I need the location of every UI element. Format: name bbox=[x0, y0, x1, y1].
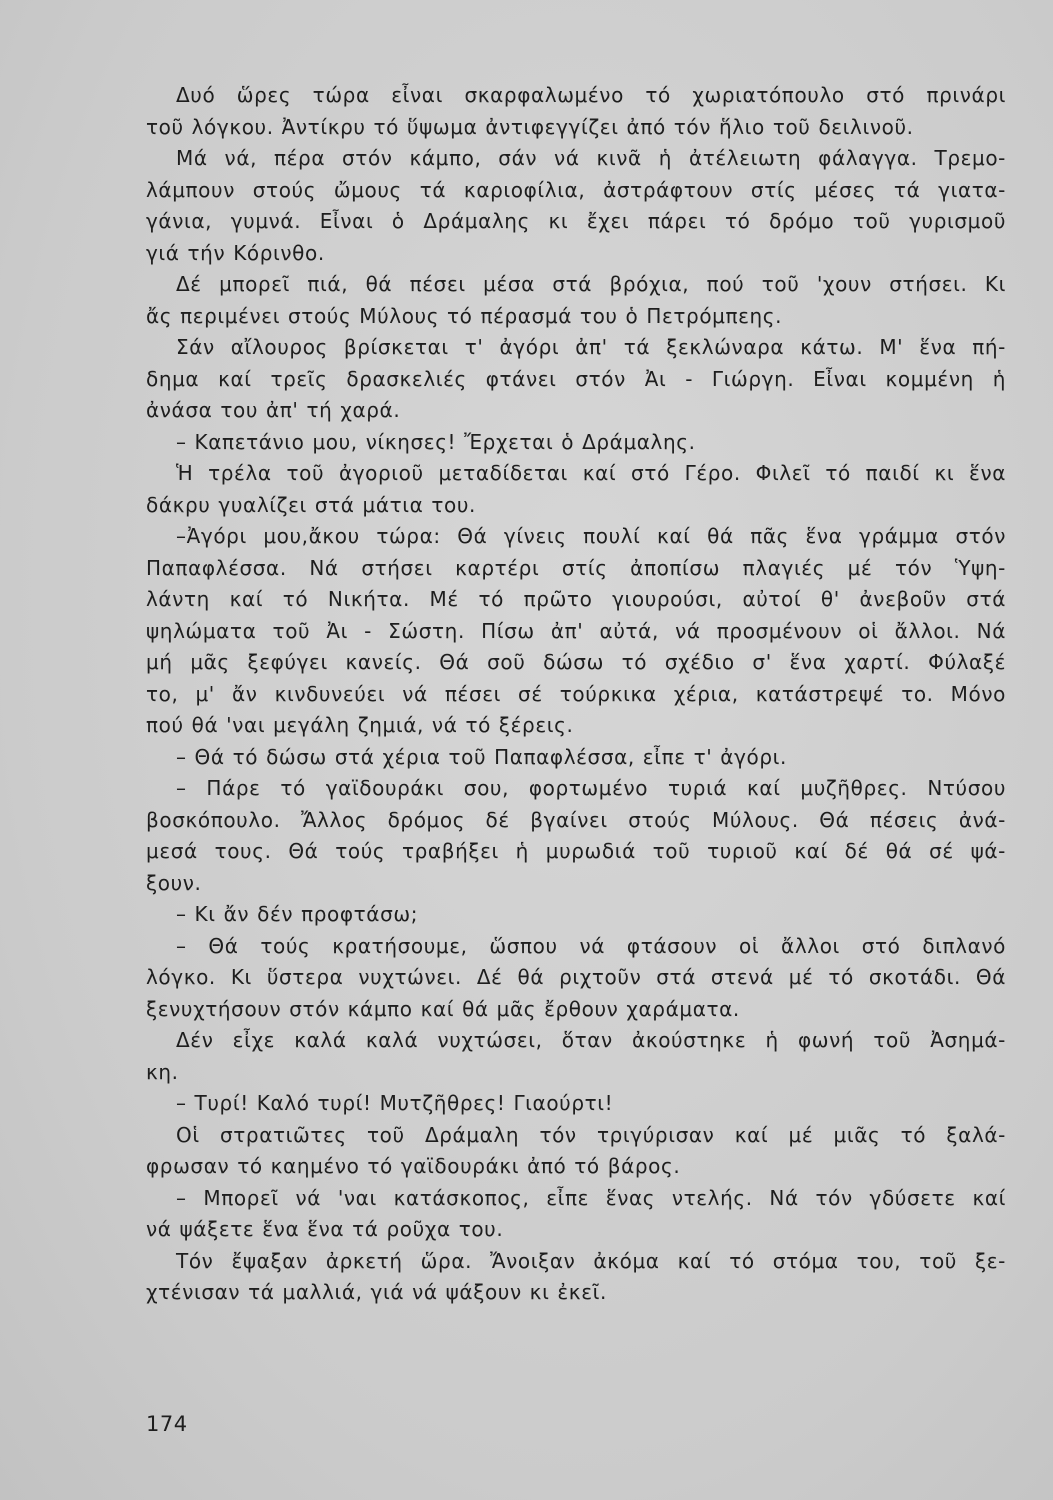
text-line: ψηλώματα τοῦ Ἀι - Σώστη. Πίσω ἀπ' αὐτά, νά προσμένουν οἱ ἄλλοι. Νά bbox=[146, 618, 1006, 643]
text-line: το, μ' ἄν κινδυνεύει νά πέσει σέ τούρκικα χέρια, κατάστρεψέ το. Μόνο bbox=[146, 681, 1006, 706]
text-line: ἀνάσα του ἀπ' τή χαρά. bbox=[146, 398, 401, 422]
text-line: – Καπετάνιο μου, νίκησες! Ἔρχεται ὁ Δράμαλης. bbox=[176, 429, 696, 454]
text-line: – Κι ἄν δέν προφτάσω; bbox=[176, 902, 419, 926]
text-line: τοῦ λόγκου. Ἀντίκρυ τό ὕψωμα ἀντιφεγγίζει ἀπό τόν ἥλιο τοῦ δειλινοῦ. bbox=[146, 114, 914, 139]
text-line: – Μπορεῖ νά 'ναι κατάσκοπος, εἶπε ἕνας ντελής. Νά τόν γδύσετε καί bbox=[176, 1185, 1006, 1210]
text-line: Οἱ στρατιῶτες τοῦ Δράμαλη τόν τριγύρισαν καί μέ μιᾶς τό ξαλά- bbox=[176, 1122, 1006, 1147]
text-line: βοσκόπουλο. Ἄλλος δρόμος δέ βγαίνει στούς Μύλους. Θά πέσεις ἀνά- bbox=[146, 807, 1006, 832]
text-line: Δυό ὥρες τώρα εἶναι σκαρφαλωμένο τό χωριατόπουλο στό πρινάρι bbox=[176, 83, 1006, 107]
text-line: Μά νά, πέρα στόν κάμπο, σάν νά κινᾶ ἡ ἀτέλειωτη φάλαγγα. Τρεμο- bbox=[176, 146, 1006, 170]
body-text bbox=[146, 80, 1006, 1309]
text-line: νά ψάξετε ἕνα ἕνα τά ροῦχα του. bbox=[146, 1217, 504, 1241]
text-line: λόγκο. Κι ὕστερα νυχτώνει. Δέ θά ριχτοῦν στά στενά μέ τό σκοτάδι. Θά bbox=[146, 965, 1006, 989]
text-line: δημα καί τρεῖς δρασκελιές φτάνει στόν Ἀι - Γιώργη. Εἶναι κομμένη ἡ bbox=[146, 366, 1006, 391]
page-number: 174 bbox=[146, 1412, 188, 1436]
text-line: Ἡ τρέλα τοῦ ἀγοριοῦ μεταδίδεται καί στό Γέρο. Φιλεῖ τό παιδί κι ἕνα bbox=[176, 461, 1006, 485]
text-line: μή μᾶς ξεφύγει κανείς. Θά σοῦ δώσω τό σχέδιο σ' ἕνα χαρτί. Φύλαξέ bbox=[146, 650, 1006, 674]
text-line: χτένισαν τά μαλλιά, γιά νά ψάξουν κι ἐκεῖ. bbox=[146, 1280, 607, 1304]
text-line: γιά τήν Κόρινθο. bbox=[146, 240, 325, 265]
text-line: κη. bbox=[146, 1059, 179, 1084]
text-line: λάμπουν στούς ὤμους τά καριοφίλια, ἀστράφτουν στίς μέσες τά γιατα- bbox=[146, 177, 1006, 202]
text-line: Δέ μπορεῖ πιά, θά πέσει μέσα στά βρόχια, πού τοῦ 'χουν στήσει. Κι bbox=[176, 272, 1006, 296]
text-line: πού θά 'ναι μεγάλη ζημιά, νά τό ξέρεις. bbox=[146, 713, 574, 737]
text-line: φρωσαν τό καημένο τό γαϊδουράκι ἀπό τό βάρος. bbox=[146, 1154, 681, 1178]
text-line: ἄς περιμένει στούς Μύλους τό πέρασμά του ὁ Πετρόμπεης. bbox=[146, 303, 783, 328]
text-line: Τόν ἔψαξαν ἀρκετή ὥρα. Ἄνοιξαν ἀκόμα καί τό στόμα του, τοῦ ξε- bbox=[176, 1248, 1006, 1273]
text-line: μεσά τους. Θά τούς τραβήξει ἡ μυρωδιά τοῦ τυριοῦ καί δέ θά σέ ψά- bbox=[146, 839, 1006, 863]
text-line: δάκρυ γυαλίζει στά μάτια του. bbox=[146, 492, 476, 517]
text-line: Σάν αἴλουρος βρίσκεται τ' ἀγόρι ἀπ' τά ξεκλώναρα κάτω. Μ' ἕνα πή- bbox=[176, 335, 1006, 359]
text-line: γάνια, γυμνά. Εἶναι ὁ Δράμαλης κι ἔχει πάρει τό δρόμο τοῦ γυρισμοῦ bbox=[146, 209, 1006, 233]
text-line: –Ἀγόρι μου,ἄκου τώρα: Θά γίνεις πουλί καί θά πᾶς ἕνα γράμμα στόν bbox=[176, 524, 1006, 548]
text-line: Δέν εἶχε καλά καλά νυχτώσει, ὅταν ἀκούστηκε ἡ φωνή τοῦ Ἀσημά- bbox=[176, 1028, 1006, 1052]
text-line: – Θά τούς κρατήσουμε, ὥσπου νά φτάσουν οἱ ἄλλοι στό διπλανό bbox=[176, 933, 1006, 958]
text-line: – Τυρί! Καλό τυρί! Μυτζῆθρες! Γιαούρτι! bbox=[176, 1091, 614, 1115]
text-line: ξενυχτήσουν στόν κάμπο καί θά μᾶς ἔρθουν χαράματα. bbox=[146, 996, 740, 1021]
text-line: – Πάρε τό γαϊδουράκι σου, φορτωμένο τυριά καί μυζῆθρες. Ντύσου bbox=[176, 776, 1006, 800]
text-line: – Θά τό δώσω στά χέρια τοῦ Παπαφλέσσα, εἶπε τ' ἀγόρι. bbox=[176, 744, 787, 769]
text-line: ξουν. bbox=[146, 870, 202, 895]
text-line: Παπαφλέσσα. Νά στήσει καρτέρι στίς ἀποπίσω πλαγιές μέ τόν Ὑψη- bbox=[146, 555, 1006, 580]
text-line: λάντη καί τό Νικήτα. Μέ τό πρῶτο γιουρούσι, αὐτοί θ' ἀνεβοῦν στά bbox=[146, 587, 1006, 611]
